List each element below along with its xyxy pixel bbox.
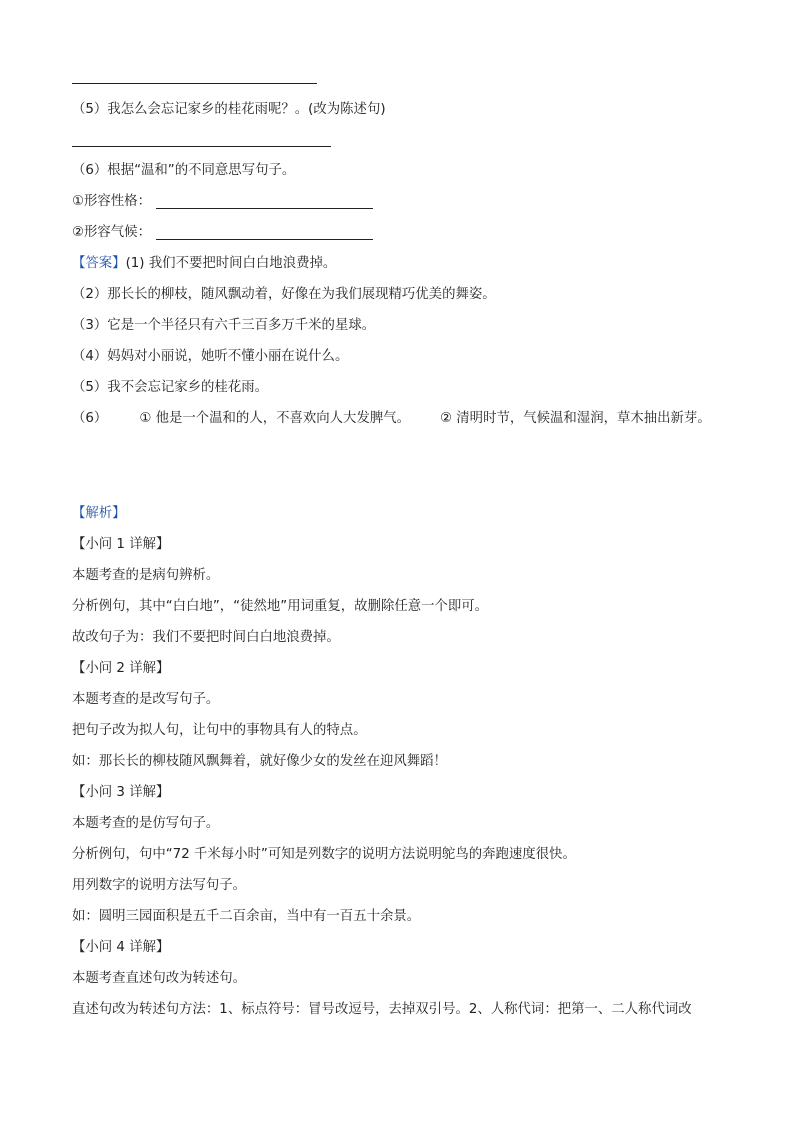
question-6-item-2-label: ②形容气候： (72, 225, 151, 240)
answer-6-prefix: （6） (72, 411, 108, 426)
answer-6-part-1: 他是一个温和的人，不喜欢向人大发脾气。 (155, 411, 411, 426)
subquestion-4-line-1: 本题考查直述句改为转述句。 (72, 971, 247, 986)
answer-1: (1) 我们不要把时间白白地浪费掉。 (125, 256, 337, 271)
subquestion-3-line-3: 用列数字的说明方法写句子。 (72, 878, 247, 893)
subquestion-2-line-2: 把句子改为拟人句，让句中的事物具有人的特点。 (72, 723, 367, 738)
answer-2: （2）那长长的柳枝，随风飘动着，好像在为我们展现精巧优美的舞姿。 (72, 287, 496, 302)
subquestion-1-line-1: 本题考查的是病句辨析。 (72, 568, 220, 583)
subquestion-2-title: 【小问 2 详解】 (72, 661, 170, 676)
subquestion-2-line-1: 本题考查的是改写句子。 (72, 692, 220, 707)
subquestion-3-line-2: 分析例句，句中“72 千米每小时”可知是列数字的说明方法说明鸵鸟的奔跑速度很快。 (72, 847, 576, 862)
subquestion-1-line-3: 故改句子为：我们不要把时间白白地浪费掉。 (72, 630, 340, 645)
answer-1-line (72, 255, 336, 273)
answer-3: （3）它是一个半径只有六千三百多万千米的星球。 (72, 318, 376, 333)
answer-4: （4）妈妈对小丽说，她听不懂小丽在说什么。 (72, 349, 349, 364)
subquestion-1-line-2: 分析例句，其中“白白地”，“徒然地”用词重复，故删除任意一个即可。 (72, 599, 489, 614)
answer-blank-q5 (72, 146, 331, 147)
subquestion-3-line-1: 本题考查的是仿写句子。 (72, 816, 220, 831)
subquestion-3-line-4: 如：圆明三园面积是五千二百余亩，当中有一百五十余景。 (72, 909, 421, 924)
subquestion-2-line-3: 如：那长长的柳枝随风飘舞着，就好像少女的发丝在迎风舞蹈！ (72, 754, 447, 769)
subquestion-4-title: 【小问 4 详解】 (72, 940, 170, 955)
answer-blank-q6-2 (156, 239, 373, 240)
answer-6-part-2: 清明时节，气候温和湿润，草木抽出新芽。 (456, 411, 711, 426)
answer-blank-q4 (72, 83, 317, 84)
answer-6-circle-1: ① (139, 411, 152, 426)
subquestion-3-title: 【小问 3 详解】 (72, 785, 170, 800)
subquestion-4-line-2: 直述句改为转述句方法：1、标点符号：冒号改逗号，去掉双引号。2、人称代词：把第一、二人称代词改 (72, 1002, 692, 1017)
analysis-tag: 【解析】 (72, 506, 126, 521)
question-5: （5）我怎么会忘记家乡的桂花雨呢？。(改为陈述句) (72, 102, 386, 117)
answer-6 (72, 403, 722, 434)
answer-tag: 【答案】 (72, 256, 126, 271)
answer-5: （5）我不会忘记家乡的桂花雨。 (72, 380, 268, 395)
question-6-item-1-label: ①形容性格： (72, 194, 151, 209)
answer-6-circle-2: ② (440, 411, 453, 426)
answer-blank-q6-1 (156, 208, 373, 209)
subquestion-1-title: 【小问 1 详解】 (72, 537, 170, 552)
question-6: （6）根据“温和”的不同意思写句子。 (72, 163, 296, 178)
